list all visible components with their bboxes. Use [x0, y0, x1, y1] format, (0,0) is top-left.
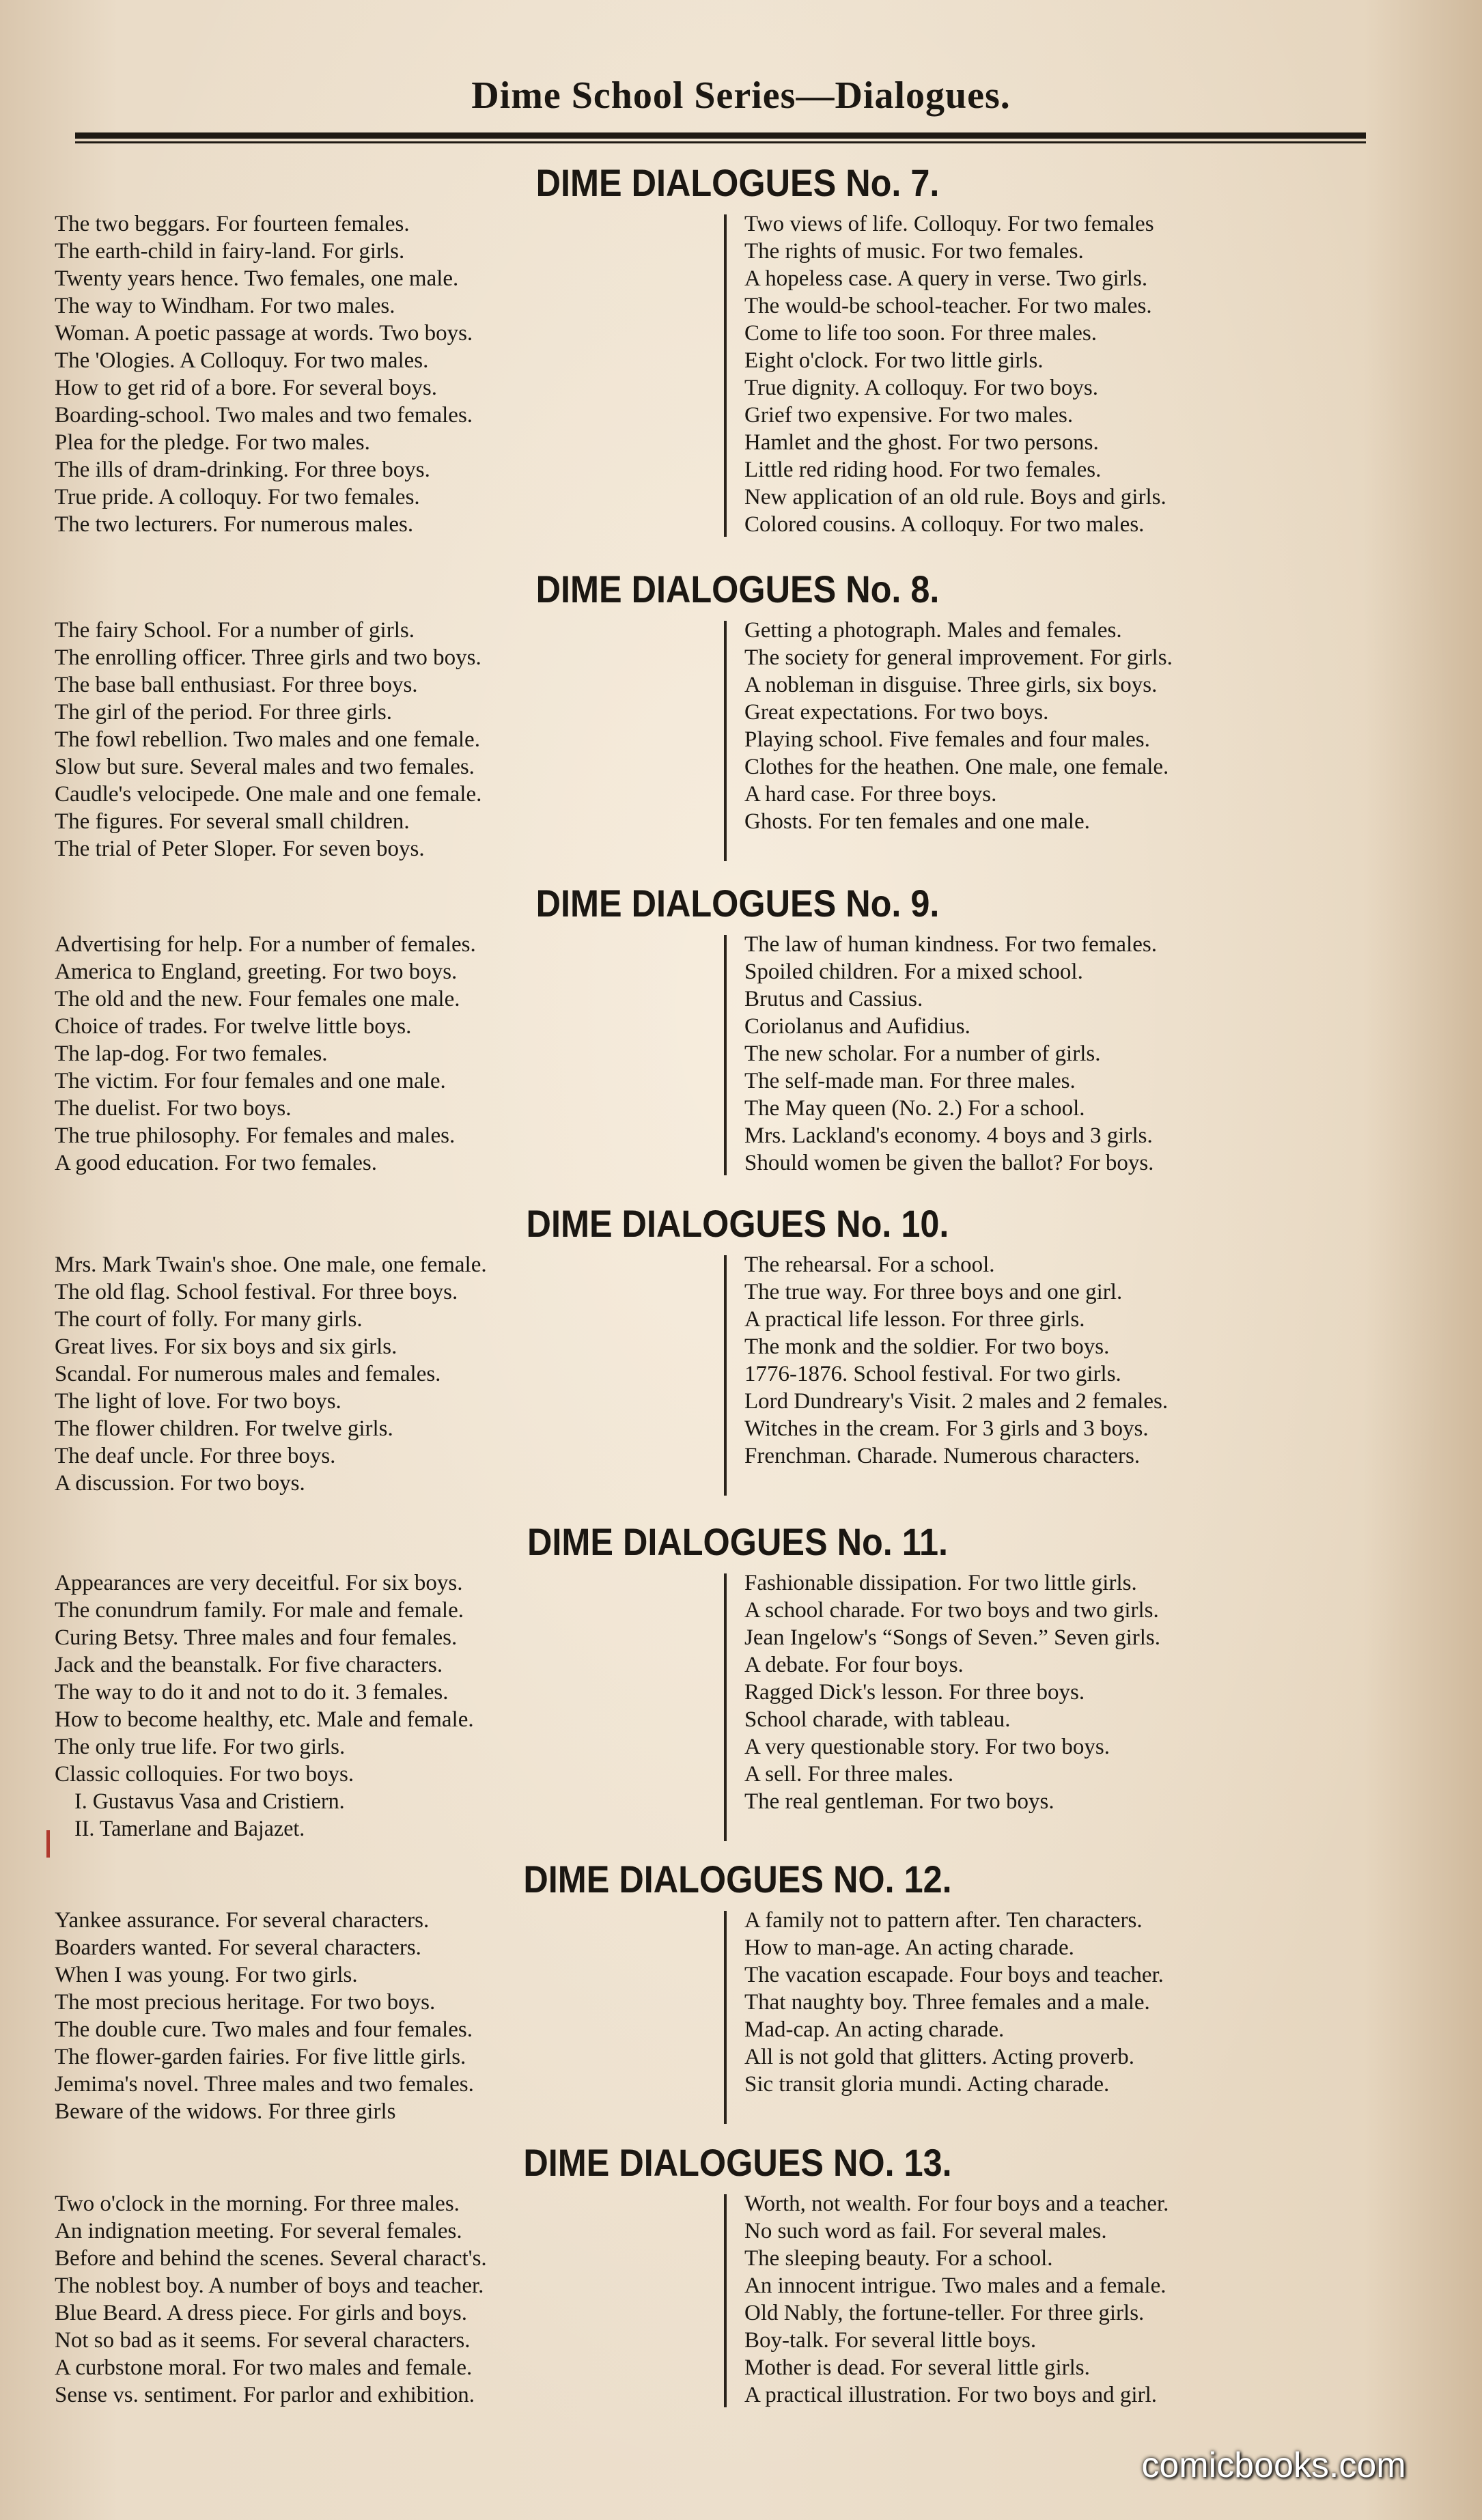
- dialogue-entry: The victim. For four females and one male.: [55, 1069, 446, 1093]
- dialogue-entry: America to England, greeting. For two boys.: [55, 960, 458, 984]
- dialogue-entry: Curing Betsy. Three males and four females.: [55, 1625, 458, 1650]
- dialogue-entry: Plea for the pledge. For two males.: [55, 430, 370, 455]
- dialogue-entry: Sic transit gloria mundi. Acting charade.: [744, 2072, 1110, 2097]
- dialogue-entry: The new scholar. For a number of girls.: [744, 1041, 1101, 1066]
- section-columns: [55, 1251, 1421, 1497]
- dialogue-entry: The ills of dram-drinking. For three boys.: [55, 458, 430, 482]
- dialogue-entry: A hopeless case. A query in verse. Two girls.: [744, 266, 1148, 291]
- dialogue-entry: Brutus and Cassius.: [744, 987, 923, 1011]
- left-column: [55, 2190, 710, 2409]
- dialogue-entry: Great lives. For six boys and six girls.: [55, 1334, 397, 1359]
- left-column: [55, 1569, 710, 1843]
- dialogue-entry: The base ball enthusiast. For three boys.: [55, 673, 418, 697]
- dialogue-entry: Spoiled children. For a mixed school.: [744, 960, 1083, 984]
- dialogue-entry: When I was young. For two girls.: [55, 1963, 358, 1987]
- dialogue-entry: 1776-1876. School festival. For two girls.: [744, 1362, 1121, 1386]
- dialogue-entry: The enrolling officer. Three girls and two boys.: [55, 645, 481, 670]
- watermark: comicbooks.com: [1141, 2446, 1406, 2485]
- dialogue-section: [55, 2136, 1421, 2409]
- dialogue-entry: New application of an old rule. Boys and girls.: [744, 485, 1166, 509]
- section-columns: [55, 1569, 1421, 1843]
- dialogue-entry: Mad-cap. An acting charade.: [744, 2017, 1005, 2042]
- dialogue-section: [55, 156, 1421, 538]
- dialogue-entry: The trial of Peter Sloper. For seven boys.: [55, 837, 425, 861]
- dialogue-entry: The only true life. For two girls.: [55, 1735, 346, 1759]
- dialogue-entry: Jean Ingelow's “Songs of Seven.” Seven girls.: [744, 1625, 1161, 1650]
- dialogue-entry: A good education. For two females.: [55, 1151, 377, 1175]
- dialogue-entry: A nobleman in disguise. Three girls, six boys.: [744, 673, 1158, 697]
- dialogue-entry: Caudle's velocipede. One male and one female.: [55, 782, 482, 807]
- dialogue-entry: A practical illustration. For two boys and girl.: [744, 2383, 1157, 2407]
- page-header: Dime School Series—Dialogues.: [471, 74, 1011, 117]
- dialogue-entry: Appearances are very deceitful. For six boys.: [55, 1571, 463, 1595]
- dialogue-entry: How to get rid of a bore. For several boys.: [55, 376, 437, 400]
- dialogue-entry: How to become healthy, etc. Male and female.: [55, 1707, 474, 1732]
- dialogue-section: [55, 1852, 1421, 2125]
- dialogue-entry: The two beggars. For fourteen females.: [55, 212, 410, 236]
- dialogue-entry: A debate. For four boys.: [744, 1653, 964, 1677]
- dialogue-entry: The lap-dog. For two females.: [55, 1041, 328, 1066]
- dialogue-entry: Slow but sure. Several males and two females.: [55, 755, 475, 779]
- dialogue-entry: A hard case. For three boys.: [744, 782, 997, 807]
- right-column: [744, 1907, 1421, 2098]
- section-columns: [55, 2190, 1421, 2409]
- dialogue-entry: Boarding-school. Two males and two females.: [55, 403, 473, 428]
- dialogue-entry: The monk and the soldier. For two boys.: [744, 1334, 1110, 1359]
- dialogue-entry: I. Gustavus Vasa and Cristiern.: [74, 1789, 345, 1814]
- dialogue-entry: The light of love. For two boys.: [55, 1389, 341, 1414]
- section-columns: [55, 931, 1421, 1177]
- section-title: DIME DIALOGUES No. 9.: [535, 882, 940, 925]
- margin-mark: [46, 1830, 50, 1858]
- dialogue-entry: Hamlet and the ghost. For two persons.: [744, 430, 1099, 455]
- dialogue-entry: The two lecturers. For numerous males.: [55, 512, 414, 537]
- dialogue-entry: The 'Ologies. A Colloquy. For two males.: [55, 348, 429, 373]
- dialogue-entry: An innocent intrigue. Two males and a female.: [744, 2273, 1166, 2298]
- dialogue-entry: The May queen (No. 2.) For a school.: [744, 1096, 1085, 1121]
- dialogue-entry: The most precious heritage. For two boys.: [55, 1990, 436, 2015]
- dialogue-entry: The self-made man. For three males.: [744, 1069, 1076, 1093]
- dialogue-entry: A sell. For three males.: [744, 1762, 954, 1787]
- dialogue-entry: The deaf uncle. For three boys.: [55, 1444, 336, 1468]
- dialogue-entry: Playing school. Five females and four males.: [744, 727, 1150, 752]
- dialogue-section: [55, 876, 1421, 1177]
- dialogue-entry: True dignity. A colloquy. For two boys.: [744, 376, 1098, 400]
- dialogue-entry: How to man-age. An acting charade.: [744, 1935, 1074, 1960]
- dialogue-entry: The conundrum family. For male and female.: [55, 1598, 464, 1623]
- column-divider: [724, 2194, 727, 2407]
- dialogue-entry: A curbstone moral. For two males and female.: [55, 2355, 473, 2380]
- right-column: [744, 1569, 1421, 1815]
- dialogue-entry: Worth, not wealth. For four boys and a teacher.: [744, 2192, 1169, 2216]
- dialogue-entry: The flower children. For twelve girls.: [55, 1416, 393, 1441]
- dialogue-entry: The would-be school-teacher. For two males.: [744, 294, 1152, 318]
- dialogue-entry: The way to do it and not to do it. 3 females.: [55, 1680, 449, 1705]
- dialogue-entry: Scandal. For numerous males and females.: [55, 1362, 441, 1386]
- column-divider: [724, 621, 727, 861]
- dialogue-entry: Twenty years hence. Two females, one male.: [55, 266, 459, 291]
- left-column: [55, 210, 710, 538]
- dialogue-entry: The double cure. Two males and four females.: [55, 2017, 473, 2042]
- dialogue-entry: Should women be given the ballot? For boys.: [744, 1151, 1154, 1175]
- left-column: [55, 617, 710, 863]
- left-column: [55, 1251, 710, 1497]
- section-columns: [55, 1907, 1421, 2125]
- column-divider: [724, 1573, 727, 1841]
- dialogue-entry: The fairy School. For a number of girls.: [55, 618, 415, 643]
- dialogue-entry: True pride. A colloquy. For two females.: [55, 485, 420, 509]
- dialogue-entry: The flower-garden fairies. For five little girls.: [55, 2045, 466, 2069]
- dialogue-entry: Two views of life. Colloquy. For two females: [744, 212, 1154, 236]
- dialogue-entry: Boarders wanted. For several characters.: [55, 1935, 421, 1960]
- dialogue-entry: The law of human kindness. For two females.: [744, 932, 1157, 957]
- section-title: DIME DIALOGUES NO. 13.: [523, 2141, 952, 2184]
- dialogue-entry: Getting a photograph. Males and females.: [744, 618, 1122, 643]
- dialogue-entry: Great expectations. For two boys.: [744, 700, 1049, 725]
- dialogue-entry: Before and behind the scenes. Several charact's.: [55, 2246, 487, 2271]
- dialogue-entry: The rights of music. For two females.: [744, 239, 1084, 264]
- right-column: [744, 1251, 1421, 1470]
- section-title: DIME DIALOGUES NO. 12.: [523, 1858, 952, 1901]
- dialogue-entry: II. Tamerlane and Bajazet.: [74, 1817, 305, 1841]
- dialogue-entry: Lord Dundreary's Visit. 2 males and 2 females.: [744, 1389, 1169, 1414]
- dialogue-entry: No such word as fail. For several males.: [744, 2219, 1107, 2243]
- dialogue-entry: Grief two expensive. For two males.: [744, 403, 1074, 428]
- dialogue-entry: Yankee assurance. For several characters.: [55, 1908, 430, 1933]
- right-column: [744, 931, 1421, 1177]
- dialogue-entry: The noblest boy. A number of boys and teacher.: [55, 2273, 484, 2298]
- dialogue-entry: That naughty boy. Three females and a male.: [744, 1990, 1150, 2015]
- section-columns: [55, 617, 1421, 863]
- dialogue-entry: Two o'clock in the morning. For three males.: [55, 2192, 460, 2216]
- dialogue-entry: The girl of the period. For three girls.: [55, 700, 392, 725]
- dialogue-entry: Come to life too soon. For three males.: [744, 321, 1097, 346]
- dialogue-entry: The duelist. For two boys.: [55, 1096, 292, 1121]
- dialogue-entry: All is not gold that glitters. Acting proverb.: [744, 2045, 1135, 2069]
- dialogue-entry: Frenchman. Charade. Numerous characters.: [744, 1444, 1141, 1468]
- dialogue-entry: A very questionable story. For two boys.: [744, 1735, 1110, 1759]
- column-divider: [724, 214, 727, 537]
- right-column: [744, 617, 1421, 835]
- dialogue-section: [55, 1515, 1421, 1843]
- column-divider: [724, 935, 727, 1175]
- dialogue-entry: Choice of trades. For twelve little boys.: [55, 1014, 412, 1039]
- dialogue-entry: The earth-child in fairy-land. For girls.: [55, 239, 405, 264]
- dialogue-entry: School charade, with tableau.: [744, 1707, 1011, 1732]
- dialogue-entry: Blue Beard. A dress piece. For girls and boys.: [55, 2301, 467, 2325]
- dialogue-entry: The true way. For three boys and one girl.: [744, 1280, 1123, 1304]
- dialogue-entry: The old and the new. Four females one male.: [55, 987, 460, 1011]
- dialogue-entry: The fowl rebellion. Two males and one female.: [55, 727, 480, 752]
- column-divider: [724, 1911, 727, 2124]
- dialogue-entry: Clothes for the heathen. One male, one female.: [744, 755, 1169, 779]
- dialogue-entry: Mrs. Mark Twain's shoe. One male, one female.: [55, 1252, 487, 1277]
- dialogue-entry: The vacation escapade. Four boys and teacher.: [744, 1963, 1164, 1987]
- dialogue-entry: Eight o'clock. For two little girls.: [744, 348, 1044, 373]
- section-title: DIME DIALOGUES No. 8.: [535, 568, 940, 611]
- dialogue-entry: Beware of the widows. For three girls: [55, 2099, 396, 2124]
- dialogue-entry: The society for general improvement. For girls.: [744, 645, 1173, 670]
- section-title: DIME DIALOGUES No. 11.: [527, 1520, 949, 1563]
- left-column: [55, 1907, 710, 2125]
- dialogue-entry: Classic colloquies. For two boys.: [55, 1762, 354, 1787]
- dialogue-entry: Mother is dead. For several little girls.: [744, 2355, 1090, 2380]
- dialogue-entry: Fashionable dissipation. For two little girls.: [744, 1571, 1137, 1595]
- column-divider: [724, 1255, 727, 1496]
- dialogue-entry: Ghosts. For ten females and one male.: [744, 809, 1090, 834]
- dialogue-entry: A practical life lesson. For three girls.: [744, 1307, 1085, 1332]
- header-rule: [75, 132, 1366, 139]
- dialogue-entry: Witches in the cream. For 3 girls and 3 boys.: [744, 1416, 1149, 1441]
- dialogue-entry: The way to Windham. For two males.: [55, 294, 395, 318]
- dialogue-entry: The figures. For several small children.: [55, 809, 410, 834]
- dialogue-entry: Advertising for help. For a number of females.: [55, 932, 476, 957]
- dialogue-entry: Little red riding hood. For two females.: [744, 458, 1102, 482]
- dialogue-section: [55, 562, 1421, 863]
- dialogue-entry: Mrs. Lackland's economy. 4 boys and 3 girls.: [744, 1123, 1153, 1148]
- dialogue-entry: Jemima's novel. Three males and two females.: [55, 2072, 474, 2097]
- dialogue-entry: The sleeping beauty. For a school.: [744, 2246, 1053, 2271]
- dialogue-entry: Boy-talk. For several little boys.: [744, 2328, 1037, 2353]
- header-rule-thin: [75, 141, 1366, 143]
- right-column: [744, 2190, 1421, 2409]
- dialogue-entry: A discussion. For two boys.: [55, 1471, 305, 1496]
- section-title: DIME DIALOGUES No. 10.: [526, 1202, 949, 1245]
- dialogue-entry: The court of folly. For many girls.: [55, 1307, 363, 1332]
- dialogue-section: [55, 1196, 1421, 1497]
- dialogue-entry: A family not to pattern after. Ten characters.: [744, 1908, 1143, 1933]
- section-columns: [55, 210, 1421, 538]
- dialogue-entry: A school charade. For two boys and two girls.: [744, 1598, 1159, 1623]
- dialogue-entry: An indignation meeting. For several females.: [55, 2219, 462, 2243]
- right-column: [744, 210, 1421, 538]
- dialogue-entry: The old flag. School festival. For three boys.: [55, 1280, 458, 1304]
- dialogue-entry: Colored cousins. A colloquy. For two males.: [744, 512, 1145, 537]
- dialogue-entry: The real gentleman. For two boys.: [744, 1789, 1054, 1814]
- dialogue-entry: Sense vs. sentiment. For parlor and exhibition.: [55, 2383, 475, 2407]
- section-title: DIME DIALOGUES No. 7.: [535, 161, 940, 204]
- dialogue-entry: Old Nably, the fortune-teller. For three girls.: [744, 2301, 1145, 2325]
- dialogue-entry: Not so bad as it seems. For several characters.: [55, 2328, 471, 2353]
- dialogue-entry: Jack and the beanstalk. For five characters.: [55, 1653, 443, 1677]
- dialogue-entry: Ragged Dick's lesson. For three boys.: [744, 1680, 1085, 1705]
- left-column: [55, 931, 710, 1177]
- dialogue-entry: The true philosophy. For females and males.: [55, 1123, 456, 1148]
- dialogue-entry: Coriolanus and Aufidius.: [744, 1014, 970, 1039]
- dialogue-entry: Woman. A poetic passage at words. Two boys.: [55, 321, 473, 346]
- dialogue-entry: The rehearsal. For a school.: [744, 1252, 995, 1277]
